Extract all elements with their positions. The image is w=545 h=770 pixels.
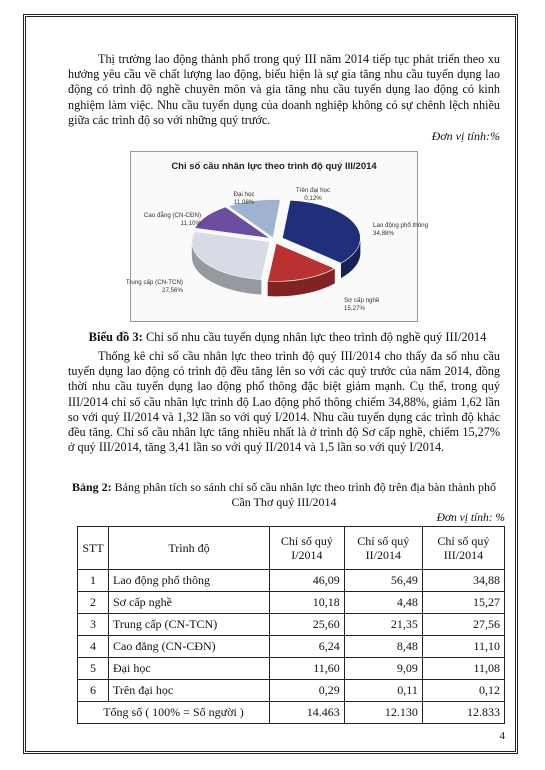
- cell-q3: 34,88: [422, 570, 504, 592]
- pie-slice-value: 15,27%: [344, 305, 365, 312]
- table-row: [78, 658, 505, 680]
- cell-q1: 10,18: [270, 592, 345, 614]
- pie-slice-label: Trung cấp (CN-TCN): [125, 279, 183, 286]
- pie-chart-svg: [125, 152, 429, 321]
- pie-slice-label: Cao đẳng (CN-CĐN): [143, 212, 201, 219]
- cell-q3: 11,10: [422, 636, 504, 658]
- cell-q3: 11,08: [422, 658, 504, 680]
- table-row: [78, 680, 505, 702]
- cell-q3: 15,27: [422, 592, 504, 614]
- cell-q3: 27,56: [422, 614, 504, 636]
- cell-level: Lao động phổ thông: [109, 570, 270, 592]
- cell-level: Cao đẳng (CN-CĐN): [109, 636, 270, 658]
- table-caption-label: Bảng 2:: [71, 480, 112, 494]
- chart-caption-text: Chỉ số nhu cầu tuyển dụng nhân lực theo trình độ nghề quý III/2014: [145, 330, 487, 344]
- cell-q2: 4,48: [344, 592, 422, 614]
- table-header-row: [78, 527, 505, 570]
- header-stt: STT: [78, 527, 109, 570]
- cell-q3: 0,12: [422, 680, 504, 702]
- intro-paragraph: Thị trường lao động thành phố trong quý III năm 2014 tiếp tục phát triển theo xu hướng yêu cầu về chất lượng lao động, biểu hiện là sự gia tăng nhu cầu tuyển dụng lao động có trình độ nghề chuyên môn và gia tăng nhu cầu tuyển dụng lao động có kinh nghiệm làm việc. Nhu cầu tuyển dụng của doanh nghiệp không có sự chênh lệch nhiều giữa các trình độ so với những quý trước.: [68, 52, 500, 127]
- cell-stt: 5: [78, 658, 109, 680]
- cell-level: Trên đại học: [109, 680, 270, 702]
- cell-q2: 21,35: [344, 614, 422, 636]
- cell-stt: 6: [78, 680, 109, 702]
- chart-caption: [75, 330, 500, 345]
- cell-q1: 0,29: [270, 680, 345, 702]
- cell-q1: 25,60: [270, 614, 345, 636]
- total-label: Tổng số ( 100% = Số người ): [78, 702, 270, 724]
- table-row: [78, 636, 505, 658]
- cell-q2: 9,09: [344, 658, 422, 680]
- cell-stt: 4: [78, 636, 109, 658]
- table-caption-text: Bảng phân tích so sánh chỉ số cầu nhân lực theo trình độ trên địa bàn thành phố Cần Thơ quý III/2014: [114, 480, 497, 509]
- pie-slice-label: Sơ cấp nghề: [344, 297, 380, 304]
- header-q1: Chỉ số quý I/2014: [270, 527, 345, 570]
- cell-q1: 46,09: [270, 570, 345, 592]
- pie-chart: [125, 151, 429, 322]
- cell-stt: 2: [78, 592, 109, 614]
- chart-caption-label: Biểu đồ 3:: [88, 330, 143, 344]
- header-q2: Chỉ số quý II/2014: [344, 527, 422, 570]
- total-q1: 14.463: [270, 702, 345, 724]
- header-level: Trình độ: [109, 527, 270, 570]
- table-row: [78, 570, 505, 592]
- cell-stt: 3: [78, 614, 109, 636]
- cell-q1: 6,24: [270, 636, 345, 658]
- pie-slice-value: 34,88%: [373, 230, 394, 237]
- table-total-row: [78, 702, 505, 724]
- cell-q2: 8,48: [344, 636, 422, 658]
- cell-q2: 0,11: [344, 680, 422, 702]
- table-row: [78, 592, 505, 614]
- header-q3: Chỉ số quý III/2014: [422, 527, 504, 570]
- pie-slice-value: 11,08%: [233, 199, 255, 206]
- pie-slice-label: Đại học: [233, 191, 255, 198]
- cell-stt: 1: [78, 570, 109, 592]
- total-q2: 12.130: [344, 702, 422, 724]
- table-caption: [68, 480, 500, 510]
- page-number: 4: [499, 730, 505, 742]
- pie-slice-label: Lao động phổ thông: [373, 222, 429, 229]
- chart-unit-label: Đơn vị tính:%: [431, 129, 500, 143]
- pie-slice-value: 11,10%: [180, 220, 201, 227]
- total-q3: 12.833: [422, 702, 504, 724]
- cell-q2: 56,49: [344, 570, 422, 592]
- table-row: [78, 614, 505, 636]
- cell-q1: 11,60: [270, 658, 345, 680]
- cell-level: Sơ cấp nghề: [109, 592, 270, 614]
- pie-slice-value: 27,56%: [162, 287, 183, 294]
- table-unit-label: Đơn vị tính: %: [436, 512, 505, 524]
- chart-title: Chỉ số cầu nhân lực theo trình độ quý III/2014: [171, 161, 377, 172]
- pie-slice-label: Trên đại học: [295, 187, 331, 194]
- cell-level: Đại học: [109, 658, 270, 680]
- comparison-table: [77, 526, 505, 724]
- cell-level: Trung cấp (CN-TCN): [109, 614, 270, 636]
- analysis-paragraph: Thống kê chỉ số cầu nhân lực theo trình độ quý III/2014 cho thấy đa số nhu cầu tuyển dụng lao động có trình độ đều tăng lên so với các quý trước của năm 2014, đồng thời nhu cầu tuyển dụng lao động phổ thông đặc biệt giảm mạnh. Cụ thể, trong quý III/2014 chỉ số cầu nhân lực trình độ Lao động phổ thông chiếm 34,88%, giảm 1,62 lần so với quý II/2014 và 1,32 lần so với quý I/2014. Nhu cầu tuyển dụng các trình độ khác đều tăng. Chỉ số cầu nhân lực tăng nhiều nhất là ở trình độ Sơ cấp nghề, chiếm 15,27% ở quý III/2014, tăng 3,41 lần so với quý II/2014 và 1,5 lần so với quý I/2014.: [68, 349, 500, 455]
- pie-slice-value: 0,12%: [304, 195, 322, 202]
